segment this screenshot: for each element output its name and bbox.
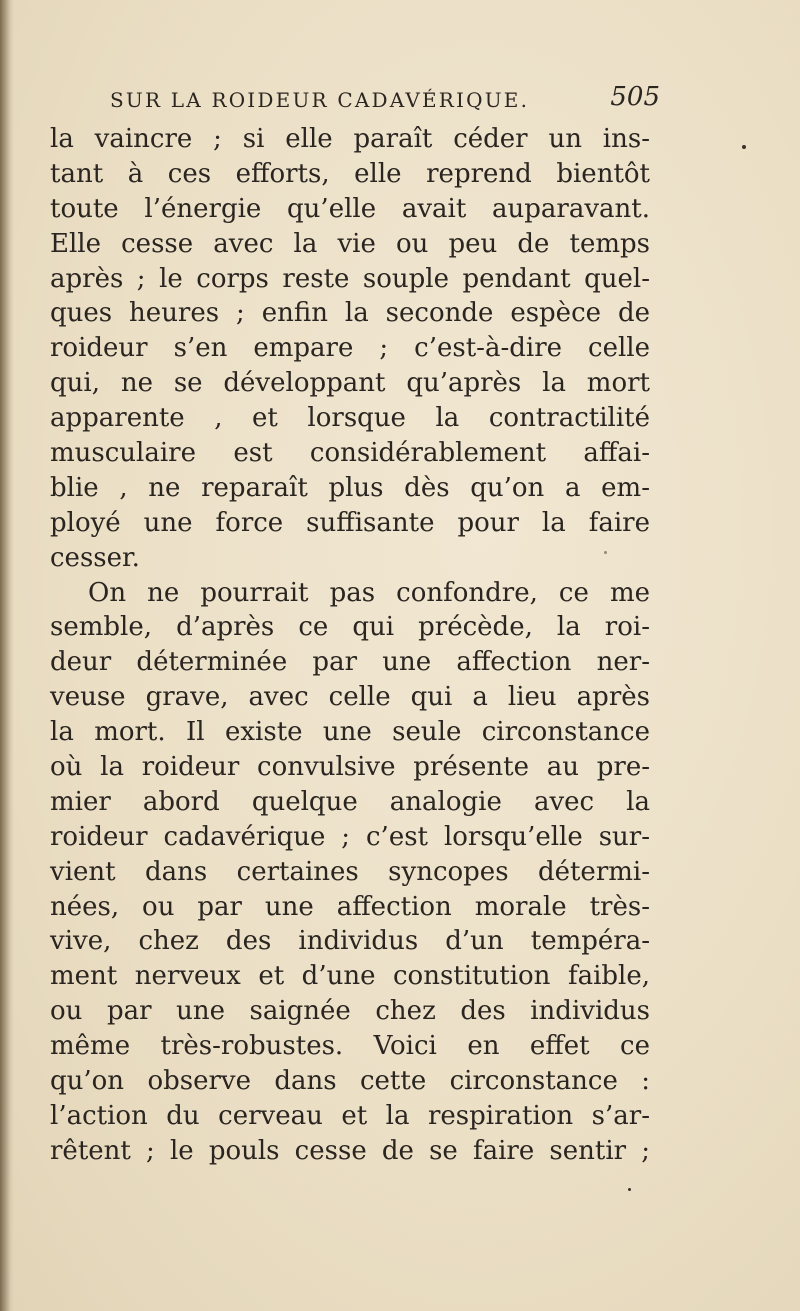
text-line: la mort. Il existe une seule circonstance — [50, 717, 650, 748]
text-line: veuse grave, avec celle qui a lieu après — [50, 682, 650, 713]
text-line: même très-robustes. Voici en effet ce — [50, 1031, 650, 1062]
text-line: vient dans certaines syncopes détermi- — [50, 856, 650, 887]
running-head — [110, 82, 660, 116]
binding-shadow — [0, 0, 14, 1311]
text-line: ment nerveux et d’une constitution faible, — [50, 961, 650, 992]
text-line: mier abord quelque analogie avec la — [50, 786, 650, 817]
text-line: qu’on observe dans cette circonstance : — [50, 1066, 650, 1097]
text-line: semble, d’après ce qui précède, la roi- — [50, 612, 650, 643]
running-head-title: SUR LA ROIDEUR CADAVÉRIQUE. — [110, 88, 530, 112]
paper-speck — [604, 551, 607, 554]
text-line: l’action du cerveau et la respiration s’ar- — [50, 1100, 650, 1131]
text-line: roideur cadavérique ; c’est lorsqu’elle sur- — [50, 821, 650, 852]
text-line: nées, ou par une affection morale très- — [50, 891, 650, 922]
paper-speck — [628, 1188, 631, 1191]
paragraph-first-line: On ne pourrait pas confondre, ce me — [88, 577, 650, 608]
page-number: 505 — [610, 82, 660, 112]
text-line: tant à ces efforts, elle reprend bientôt — [50, 158, 650, 189]
paper-speck — [742, 145, 746, 149]
text-line: Elle cesse avec la vie ou peu de temps — [50, 228, 650, 259]
text-line: apparente , et lorsque la contractilité — [50, 403, 650, 434]
text-line: la vaincre ; si elle paraît céder un ins- — [50, 124, 650, 154]
text-line: blie , ne reparaît plus dès qu’on a em- — [50, 472, 650, 503]
text-line: rêtent ; le pouls cesse de se faire sentir ; — [50, 1135, 650, 1166]
text-line: après ; le corps reste souple pendant quel- — [50, 263, 650, 294]
text-line: toute l’énergie qu’elle avait auparavant. — [50, 193, 650, 224]
text-line: musculaire est considérablement affai- — [50, 438, 650, 469]
text-line: ou par une saignée chez des individus — [50, 996, 650, 1027]
text-line: ployé une force suffisante pour la faire — [50, 507, 650, 538]
text-line: qui, ne se développant qu’après la mort — [50, 368, 650, 399]
text-line: deur déterminée par une affection ner- — [50, 647, 650, 678]
text-line: où la roideur convulsive présente au pre- — [50, 752, 650, 783]
text-line: roideur s’en empare ; c’est-à-dire celle — [50, 333, 650, 364]
text-line: cesser. — [50, 542, 140, 573]
body-text — [50, 122, 650, 1169]
text-line: vive, chez des individus d’un tempéra- — [50, 926, 650, 957]
text-line: ques heures ; enfin la seconde espèce de — [50, 298, 650, 329]
